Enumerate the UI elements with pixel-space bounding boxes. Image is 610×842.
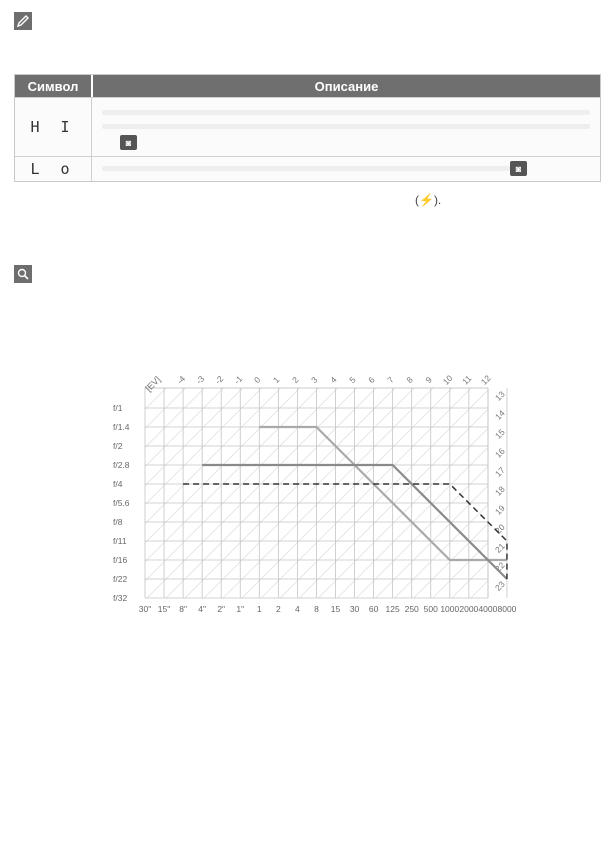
ev-diagonal-line: [450, 388, 610, 638]
y-tick-label: f/16: [113, 555, 128, 565]
symbol-hi: H I: [15, 98, 92, 156]
ev-diagonal-line: [31, 388, 281, 638]
ev-diagonal-line: [602, 388, 610, 638]
ev-right-label: 23: [492, 578, 507, 593]
ev-top-label: -4: [174, 373, 188, 387]
ev-top-label: 12: [478, 372, 493, 387]
y-tick-label: f/2.8: [113, 460, 130, 470]
ev-diagonal-line: [488, 388, 610, 638]
x-tick-label: 60: [368, 604, 379, 614]
ev-diagonal-line: [126, 388, 376, 638]
ev-right-label: 18: [492, 483, 507, 498]
ev-diagonal-line: [145, 388, 395, 638]
x-tick-label: 2: [275, 604, 281, 614]
header-symbol: Символ: [15, 75, 93, 97]
ev-right-label: 17: [492, 464, 507, 479]
camera-badge-icon: ◙: [510, 161, 527, 176]
header-description: Описание: [93, 75, 600, 97]
ev-right-label: 22: [492, 559, 507, 574]
ev-diagonal-group: [0, 388, 610, 638]
y-tick-label: f/4: [113, 479, 123, 489]
ev-diagonal-line: [202, 388, 452, 638]
ev-diagonal-line: [0, 388, 185, 638]
ev-diagonal-line: [336, 388, 586, 638]
ev-top-label: 5: [347, 374, 358, 386]
x-tick-label: 2000: [459, 604, 479, 614]
symbol-lo: L o: [15, 157, 92, 181]
x-tick-label: 500: [423, 604, 438, 614]
ev-diagonal-line: [564, 388, 610, 638]
x-tick-label: 4": [198, 604, 207, 614]
x-tick-label: 2": [217, 604, 226, 614]
ev-top-label: -1: [231, 373, 245, 387]
ev-diagonal-line: [507, 388, 610, 638]
y-tick-label: f/32: [113, 593, 128, 603]
ev-axis-label: [EV]: [143, 374, 163, 394]
x-tick-label: 250: [404, 604, 419, 614]
x-tick-label: 1000: [440, 604, 460, 614]
x-tick-label: 1: [256, 604, 262, 614]
ev-right-label: 14: [492, 407, 507, 422]
x-tick-label: 4: [295, 604, 300, 614]
y-tick-label: f/5.6: [113, 498, 130, 508]
y-tick-label: f/22: [113, 574, 128, 584]
ev-diagonal-line: [164, 388, 414, 638]
flash-note: (⚡).: [415, 193, 442, 207]
ev-diagonal-line: [256, 388, 509, 638]
ev-top-label: 0: [251, 374, 263, 386]
ev-diagonal-line: [107, 388, 357, 638]
ev-right-label: 13: [492, 388, 507, 403]
x-tick-label: 1": [236, 604, 245, 614]
y-tick-label: f/1.4: [113, 422, 130, 432]
ev-top-label: 2: [290, 374, 301, 386]
ev-diagonal-line: [50, 388, 300, 638]
camera-badge-icon: ◙: [120, 135, 137, 150]
ev-top-label: 7: [385, 374, 396, 386]
y-tick-label: f/2: [113, 441, 123, 451]
x-tick-label: 15: [330, 604, 341, 614]
ev-top-label: 1: [271, 374, 282, 386]
ev-diagonal-line: [374, 388, 610, 638]
ev-diagonal-line: [12, 388, 262, 638]
ev-diagonal-line: [69, 388, 319, 638]
ev-right-label: 19: [492, 502, 507, 517]
x-tick-label: 8": [179, 604, 187, 614]
ev-diagonal-line: [431, 388, 610, 638]
ev-right-label: 20: [492, 521, 507, 536]
ev-diagonal-line: [545, 388, 610, 638]
x-tick-label: 8: [314, 604, 319, 614]
y-tick-label: f/1: [113, 403, 123, 413]
ev-diagonal-line: [0, 388, 224, 638]
ev-top-label: 9: [423, 374, 434, 386]
ev-right-label: 21: [492, 540, 507, 555]
x-tick-label: 8000: [497, 604, 517, 614]
ev-diagonal-line: [526, 388, 610, 638]
x-tick-label: 125: [385, 604, 400, 614]
ev-diagonal-line: [355, 388, 605, 638]
ev-top-label: 11: [460, 373, 474, 387]
ev-diagonal-line: [183, 388, 433, 638]
ev-right-label: 15: [492, 426, 507, 441]
x-tick-label: 30: [349, 604, 360, 614]
ev-diagonal-line: [0, 388, 166, 638]
ev-right-label: 16: [492, 445, 507, 460]
x-tick-label: 15": [157, 604, 171, 614]
x-tick-label: 4000: [478, 604, 498, 614]
ev-diagonal-line: [240, 388, 490, 638]
ev-diagonal-line: [583, 388, 610, 638]
x-tick-label: 30": [138, 604, 152, 614]
ev-diagonal-line: [469, 388, 610, 638]
ev-diagonal-line: [297, 388, 547, 638]
ev-top-label: 4: [328, 374, 339, 386]
ev-diagonal-line: [0, 388, 205, 638]
ev-top-label: 6: [366, 374, 377, 386]
ev-top-label: -2: [212, 373, 226, 387]
ev-top-label: 8: [404, 374, 415, 386]
ev-top-label: -3: [193, 373, 207, 387]
y-tick-label: f/11: [113, 536, 127, 546]
ev-diagonal-line: [221, 388, 471, 638]
ev-top-label: 3: [309, 374, 320, 386]
ev-top-label: 10: [440, 372, 455, 387]
y-tick-label: f/8: [113, 517, 123, 527]
